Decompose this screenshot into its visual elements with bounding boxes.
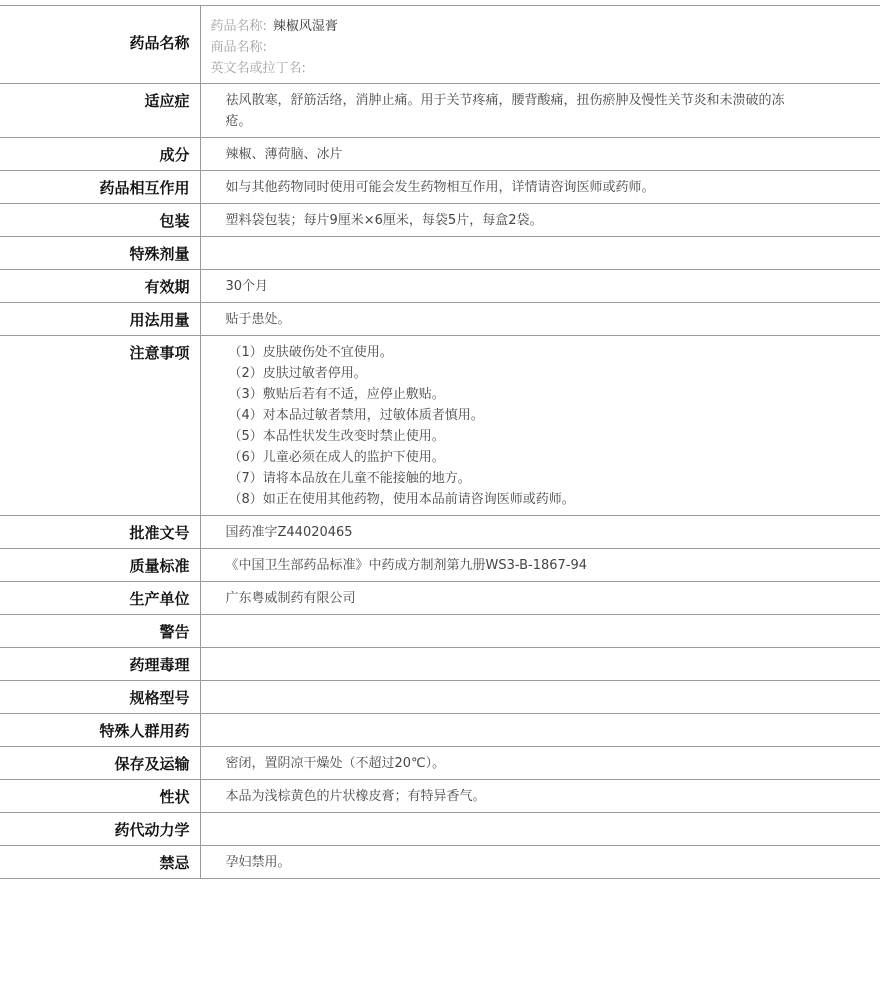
row-label: 批准文号 <box>0 516 200 549</box>
list-item: （3）敷贴后若有不适，应停止敷贴。 <box>228 387 445 402</box>
row-label: 生产单位 <box>0 582 200 615</box>
row-manufacturer <box>0 582 880 615</box>
row-label: 警告 <box>0 615 200 648</box>
generic-name-value: 辣椒风湿膏 <box>272 19 338 34</box>
list-item: （4）对本品过敏者禁用，过敏体质者慎用。 <box>228 408 484 423</box>
english-name-key: 英文名或拉丁名: <box>210 61 306 76</box>
row-contraindications <box>0 846 880 879</box>
trade-name-line <box>211 37 791 58</box>
special-dosage-value <box>200 237 880 270</box>
row-specification <box>0 681 880 714</box>
row-label: 药品名称 <box>0 6 200 84</box>
row-toxicology <box>0 648 880 681</box>
row-label: 禁忌 <box>0 846 200 879</box>
row-shelf-life <box>0 270 880 303</box>
row-label: 包装 <box>0 204 200 237</box>
shelf-life-value: 30个月 <box>200 270 880 303</box>
storage-value: 密闭，置阴凉干燥处（不超过20℃）。 <box>200 747 880 780</box>
row-label: 特殊剂量 <box>0 237 200 270</box>
generic-name-key: 药品名称: <box>210 19 267 34</box>
row-indications <box>0 84 880 138</box>
list-item: （5）本品性状发生改变时禁止使用。 <box>228 429 445 444</box>
row-ingredients <box>0 138 880 171</box>
row-label: 用法用量 <box>0 303 200 336</box>
row-interactions <box>0 171 880 204</box>
appearance-value: 本品为浅棕黄色的片状橡皮膏；有特异香气。 <box>200 780 880 813</box>
approval-number-value: 国药准字Z44020465 <box>200 516 880 549</box>
indications-value: 祛风散寒，舒筋活络，消肿止痛。用于关节疼痛，腰背酸痛，扭伤瘀肿及慢性关节炎和未溃破的冻疮。 <box>200 84 880 138</box>
row-label: 成分 <box>0 138 200 171</box>
row-special-population <box>0 714 880 747</box>
manufacturer-value: 广东粤威制药有限公司 <box>200 582 880 615</box>
contraindications-value: 孕妇禁用。 <box>200 846 880 879</box>
row-label: 注意事项 <box>0 336 200 516</box>
special-population-value <box>200 714 880 747</box>
list-item: （1）皮肤破伤处不宜使用。 <box>228 345 393 360</box>
precautions-list <box>226 342 791 510</box>
row-label: 药品相互作用 <box>0 171 200 204</box>
row-precautions <box>0 336 880 516</box>
row-drug-name <box>0 6 880 84</box>
english-name-line <box>211 58 791 79</box>
row-approval-number <box>0 516 880 549</box>
drug-spec-table <box>0 5 880 879</box>
toxicology-value <box>200 648 880 681</box>
row-label: 药代动力学 <box>0 813 200 846</box>
row-label: 规格型号 <box>0 681 200 714</box>
row-packaging <box>0 204 880 237</box>
row-label: 保存及运输 <box>0 747 200 780</box>
drug-name-values <box>200 6 880 84</box>
row-label: 适应症 <box>0 84 200 138</box>
specification-value <box>200 681 880 714</box>
pharmacokinetics-value <box>200 813 880 846</box>
list-item: （6）儿童必须在成人的监护下使用。 <box>228 450 445 465</box>
row-label: 药理毒理 <box>0 648 200 681</box>
row-label: 有效期 <box>0 270 200 303</box>
row-usage <box>0 303 880 336</box>
list-item: （8）如正在使用其他药物，使用本品前请咨询医师或药师。 <box>228 492 575 507</box>
row-quality-standard <box>0 549 880 582</box>
trade-name-key: 商品名称: <box>210 40 267 55</box>
row-label: 性状 <box>0 780 200 813</box>
row-label: 特殊人群用药 <box>0 714 200 747</box>
row-special-dosage <box>0 237 880 270</box>
row-storage <box>0 747 880 780</box>
warning-value <box>200 615 880 648</box>
row-label: 质量标准 <box>0 549 200 582</box>
list-item: （2）皮肤过敏者停用。 <box>228 366 367 381</box>
usage-value: 贴于患处。 <box>200 303 880 336</box>
precautions-value <box>200 336 880 516</box>
row-pharmacokinetics <box>0 813 880 846</box>
ingredients-value: 辣椒、薄荷脑、冰片 <box>200 138 880 171</box>
row-appearance <box>0 780 880 813</box>
packaging-value: 塑料袋包装；每片9厘米×6厘米，每袋5片，每盒2袋。 <box>200 204 880 237</box>
list-item: （7）请将本品放在儿童不能接触的地方。 <box>228 471 471 486</box>
interactions-value: 如与其他药物同时使用可能会发生药物相互作用，详情请咨询医师或药师。 <box>200 171 880 204</box>
row-warning <box>0 615 880 648</box>
generic-name-line <box>211 16 791 37</box>
quality-standard-value: 《中国卫生部药品标准》中药成方制剂第九册WS3-B-1867-94 <box>200 549 880 582</box>
